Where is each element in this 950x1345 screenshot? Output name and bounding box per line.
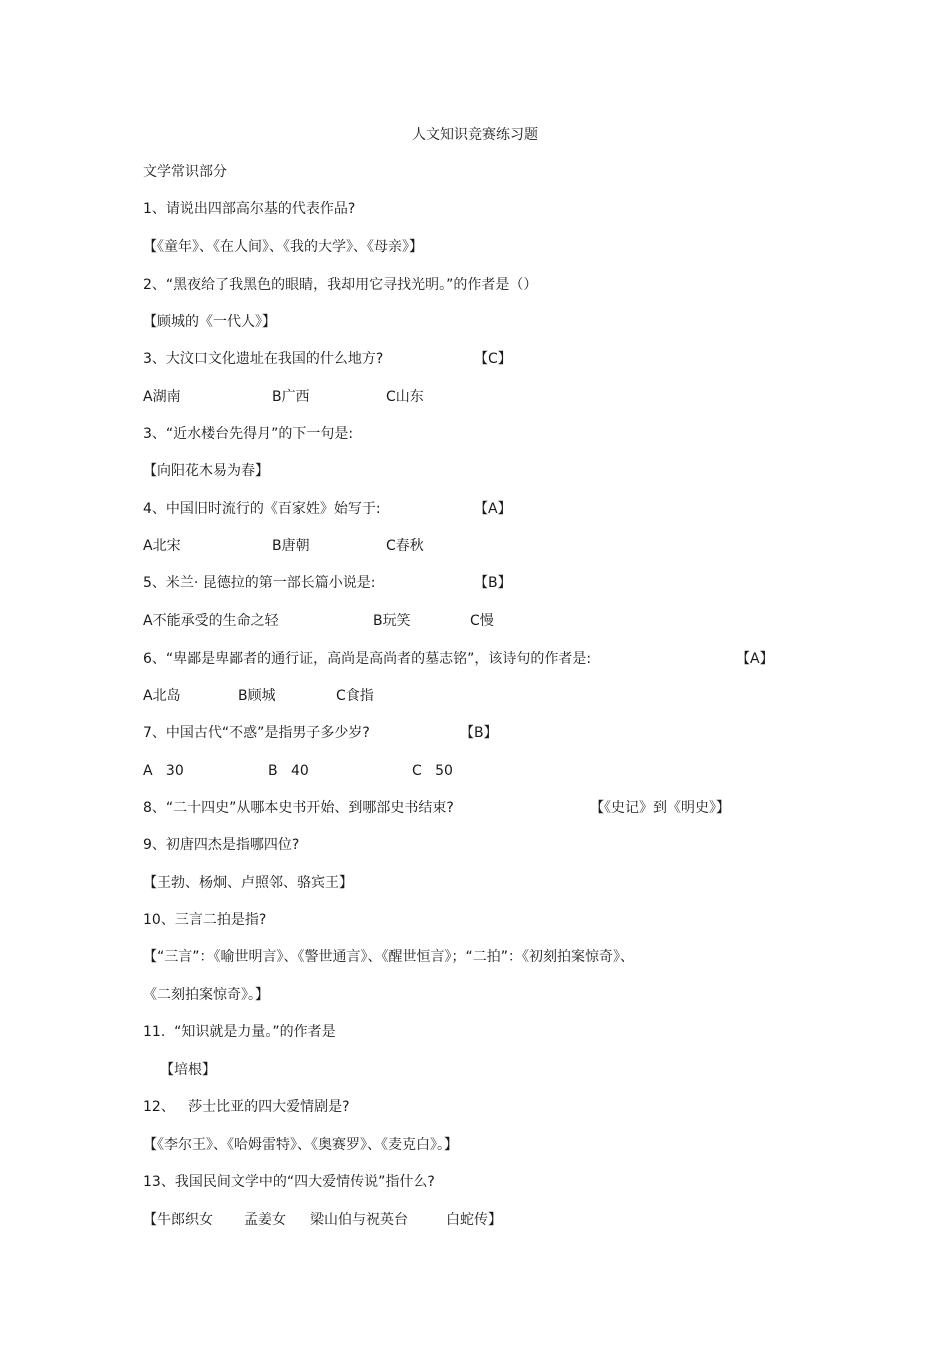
option-6b: B顾城 [238, 688, 276, 704]
answer-8: 【《史记》到《明史》】 [590, 800, 730, 816]
answer-13a: 【牛郎织女 [143, 1212, 213, 1228]
question-2: 2、“黑夜给了我黑色的眼睛，我却用它寻找光明。”的作者是（） [143, 277, 538, 293]
option-7c: C 50 [412, 763, 453, 779]
answer-5: 【B】 [474, 575, 512, 591]
option-5a: A不能承受的生命之轻 [143, 613, 279, 629]
question-10: 10、三言二拍是指? [143, 912, 267, 928]
question-12: 12、 莎士比亚的四大爱情剧是? [143, 1099, 350, 1115]
option-4a: A北宋 [143, 538, 181, 554]
answer-6: 【A】 [736, 651, 774, 667]
answer-10-line2: 《二刻拍案惊奇》。】 [143, 987, 269, 1003]
question-11: 11. “知识就是力量。”的作者是 [143, 1024, 336, 1040]
option-6a: A北岛 [143, 688, 181, 704]
answer-3b: 【向阳花木易为春】 [143, 463, 269, 479]
answer-12: 【《李尔王》、《哈姆雷特》、《奥赛罗》、《麦克白》。】 [143, 1137, 458, 1153]
question-5: 5、米兰· 昆德拉的第一部长篇小说是: [143, 575, 376, 591]
section-heading: 文学常识部分 [143, 164, 227, 180]
question-8: 8、“二十四史”从哪本史书开始、到哪部史书结束? [143, 800, 454, 816]
answer-11: 【培根】 [160, 1062, 216, 1078]
answer-4: 【A】 [474, 501, 512, 517]
question-1: 1、请说出四部高尔基的代表作品? [143, 201, 356, 217]
option-3c: C山东 [386, 389, 424, 405]
question-13: 13、我国民间文学中的“四大爱情传说”指什么? [143, 1174, 435, 1190]
question-7: 7、中国古代“不惑”是指男子多少岁? [143, 725, 370, 741]
question-6: 6、“卑鄙是卑鄙者的通行证，高尚是高尚者的墓志铭”，该诗句的作者是: [143, 651, 592, 667]
question-4: 4、中国旧时流行的《百家姓》始写于: [143, 501, 381, 517]
document-title: 人文知识竞赛练习题 [412, 127, 538, 143]
option-7b: B 40 [268, 763, 309, 779]
option-7a: A 30 [143, 763, 184, 779]
question-3: 3、大汶口文化遗址在我国的什么地方? [143, 351, 384, 367]
answer-13d: 白蛇传】 [446, 1212, 502, 1228]
answer-1: 【《童年》、《在人间》、《我的大学》、《母亲》】 [143, 239, 423, 255]
question-3b: 3、“近水楼台先得月”的下一句是: [143, 426, 354, 442]
answer-10-line1: 【“三言”：《喻世明言》、《警世通言》、《醒世恒言》；“二拍”：《初刻拍案惊奇》、 [143, 949, 635, 965]
answer-13c: 梁山伯与祝英台 [310, 1212, 408, 1228]
option-4b: B唐朝 [272, 538, 310, 554]
question-9: 9、初唐四杰是指哪四位? [143, 837, 300, 853]
option-3b: B广西 [272, 389, 310, 405]
answer-3: 【C】 [474, 351, 512, 367]
answer-7: 【B】 [460, 725, 498, 741]
answer-13b: 孟姜女 [244, 1212, 286, 1228]
option-4c: C春秋 [386, 538, 424, 554]
answer-9: 【王勃、杨炯、卢照邻、骆宾王】 [143, 875, 353, 891]
option-6c: C食指 [336, 688, 374, 704]
option-3a: A湖南 [143, 389, 181, 405]
option-5c: C慢 [470, 613, 494, 629]
answer-2: 【顾城的《一代人》】 [143, 314, 276, 330]
option-5b: B玩笑 [373, 613, 411, 629]
